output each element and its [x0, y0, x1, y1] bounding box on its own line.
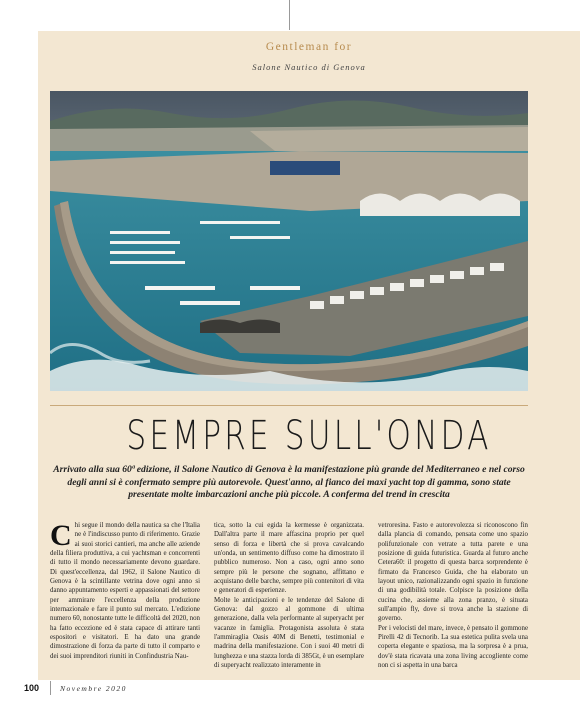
section-kicker: Gentleman for	[265, 41, 353, 53]
body-text-2: tica, sotto la cui egida la kermesse è organizzata. Dall'altra parte il mare affascina proprio per quel senso di forza e libertà che si prova cavalcando un'onda, un sentimento diffuso come ha dimostrato il pubblico numeroso. Non a caso, ogni anno sono sempre più le persone che sognano, affittano e acquistano delle barche, sempre più contenitori di vita e generatori di esperienze. Molte le anticipazioni e le tendenze del Salone di Genova: dal gozzo al gommone di ultima generazione, dalla vela performante al superyacht per vacanze in famiglia. Protagonista assoluta è stata l'ammiraglia Oasis 40M di Benetti, testimonial e madrina della manifestazione. Con i suoi 40 metri di lunghezza e una stazza lorda di 385Gt, è un esemplare di superyacht realizzato interamente in	[214, 522, 364, 670]
article-body	[50, 521, 528, 673]
section-subtitle: Salone Nautico di Genova	[252, 62, 366, 72]
drop-cap: C	[50, 521, 72, 552]
body-column-3	[378, 521, 528, 673]
body-text-3: vetroresina. Fasto e autorevolezza si riconoscono fin dalla plancia di comando, pensata come uno spazio polifunzionale con vetrate a tutta parete e una posizione di guida futuristica. Guarda al futuro anche Cetera60: il progetto di questa barca sorprendente è firmato da Francesco Guida, che ha elaborato un layout unico, razionalizzando ogni spazio in funzione di una godibilità totale. Colpisce la posizione della cucina che, assieme alla zona pranzo, è situata sull'ampio fly, dove si trova anche la stazione di governo. Per i velocisti del mare, invece, è pensato il gommone Pirelli 42 di Tecnorib. La sua estetica pulita svela una coperta elegante e spaziosa, ma la sorpresa è a prua, dov'è stata ricavata una zona living accogliente come non ci si aspetta in una barca	[378, 522, 528, 670]
article-lead: Arrivato alla sua 60ª edizione, il Salone Nautico di Genova è la manifestazione più grande del Mediterraneo e nel corso degli anni si è confermato sempre più autorevole. Quest'anno, al fianco dei maxi yacht top di gamma, sono state presentate molte imbarcazioni anche più piccole. A conferma del trend in crescita	[53, 464, 525, 500]
article-headline: SEMPRE SULL'ONDA	[126, 413, 492, 459]
footer-divider	[50, 681, 51, 695]
page-number: 100	[24, 683, 40, 693]
top-divider	[289, 0, 290, 30]
body-text-1: hi segue il mondo della nautica sa che l'Italia ne è l'indiscusso punto di riferimento. Grazie ai suoi storici cantieri, ma anche alle aziende della filiera produttiva, a cui yachtsman e concorrenti di tutto il mondo necessariamente devono guardare. Di quest'eccellenza, dal 1962, il Salone Nautico di Genova è la scintillante vetrina dove ogni anno si danno appuntamento esperti e appassionati del settore per ammirare l'eccellenza della produzione internazionale e fare il punto sul mercato. L'edizione numero 60, nonostante tutte le difficoltà del 2020, non ha fatto eccezione ed è stata capace di attirare tanti espositori e visitatori. E ha dato una grande dimostrazione di forza da parte di tutto il comparto e dei suoi imprenditori riuniti in Confindustria Nau-	[50, 522, 200, 660]
article-panel	[38, 31, 580, 680]
issue-date: Novembre 2020	[60, 684, 127, 693]
body-column-2	[214, 521, 364, 673]
harbor-photo	[50, 91, 528, 391]
title-rule-top	[50, 405, 528, 406]
body-column-1	[50, 521, 200, 673]
